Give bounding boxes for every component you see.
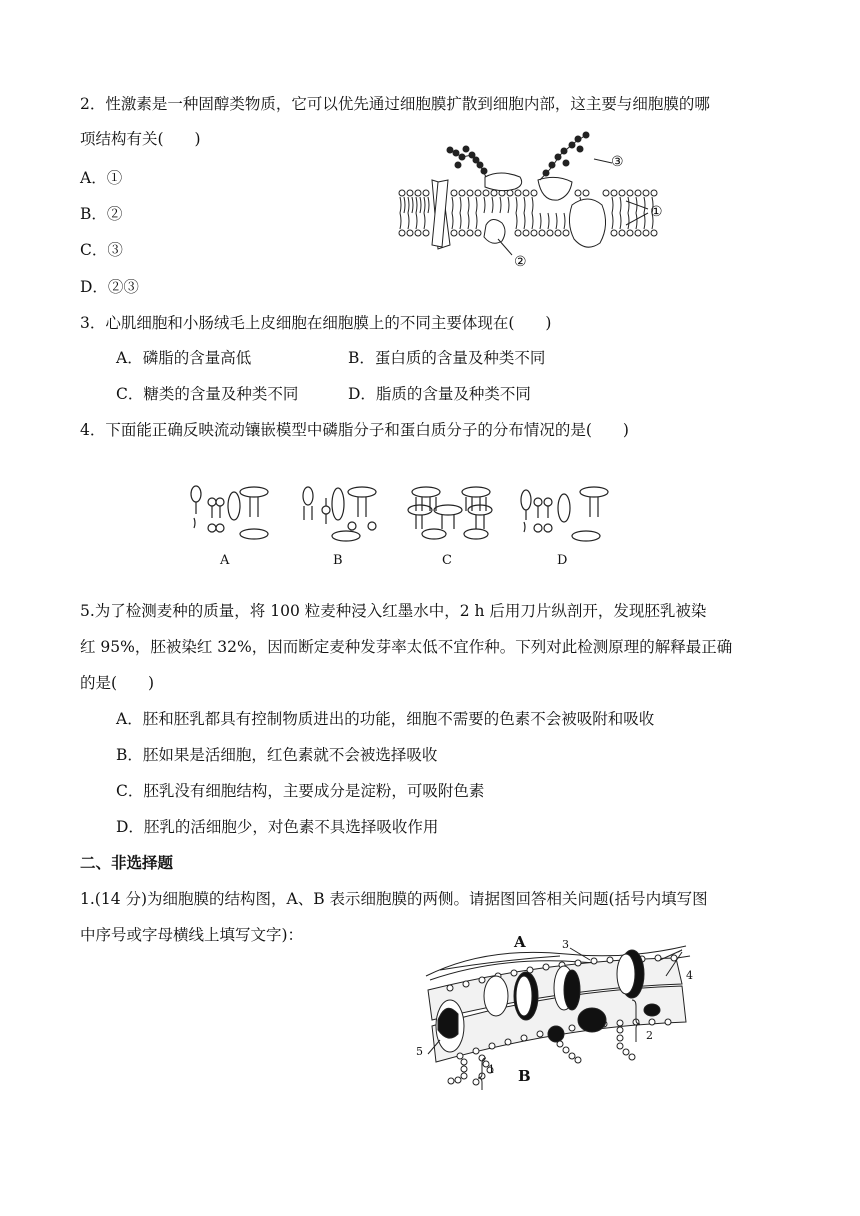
q2-fig-label-1: ① — [650, 204, 663, 220]
q5-stem-line2: 红 95%，胚被染红 32%，因而断定麦种发芽率太低不宜作种。下列对此检测原理的解释最正确 — [80, 638, 733, 656]
q3-option-d: D．脂质的含量及种类不同 — [348, 385, 531, 403]
q4-fig-label-d: D — [557, 553, 568, 568]
q4-fig-label-c: C — [442, 553, 452, 568]
sq1-fig-label-5: 5 — [416, 1045, 423, 1058]
q2-membrane-figure — [380, 125, 710, 275]
section-heading: 二、非选择题 — [80, 854, 174, 872]
q4-models-figure — [176, 480, 616, 550]
sq1-fig-label-3: 3 — [562, 938, 569, 951]
q5-stem-line3: 的是( ) — [80, 674, 155, 692]
sq1-fig-label-4: 4 — [686, 969, 693, 982]
q2-option-c: C．③ — [80, 241, 123, 259]
q5-option-d: D．胚乳的活细胞少，对色素不具选择吸收作用 — [116, 818, 439, 836]
q4-fig-label-b: B — [333, 553, 343, 568]
q5-option-c: C．胚乳没有细胞结构，主要成分是淀粉，可吸附色素 — [116, 782, 485, 800]
q3-stem: 3．心肌细胞和小肠绒毛上皮细胞在细胞膜上的不同主要体现在( ) — [80, 314, 552, 332]
q3-option-b: B．蛋白质的含量及种类不同 — [348, 349, 546, 367]
q2-option-d: D．②③ — [80, 278, 139, 296]
q5-option-a: A．胚和胚乳都具有控制物质进出的功能，细胞不需要的色素不会被吸附和吸收 — [116, 710, 655, 728]
q3-option-a: A．磷脂的含量高低 — [116, 349, 252, 367]
sq1-fig-label-b: B — [518, 1067, 531, 1085]
q2-option-b: B．② — [80, 205, 123, 223]
q5-stem-line1: 5.为了检测麦种的质量，将 100 粒麦种浸入红墨水中，2 h 后用刀片纵剖开，发现胚乳被染 — [80, 602, 707, 620]
sq1-fig-label-2: 2 — [646, 1029, 653, 1042]
sq1-fig-label-a: A — [514, 933, 526, 951]
q2-fig-label-3: ③ — [611, 154, 624, 170]
sq1-fig-label-1: 1 — [488, 1063, 495, 1076]
q3-option-c: C．糖类的含量及种类不同 — [116, 385, 299, 403]
q2-option-a: A．① — [80, 169, 123, 187]
sq1-stem-line1: 1.(14 分)为细胞膜的结构图，A、B 表示细胞膜的两侧。请据图回答相关问题(括号内填写图 — [80, 890, 708, 908]
q2-fig-label-2: ② — [514, 254, 527, 270]
q4-fig-label-a: A — [220, 553, 230, 568]
q4-stem: 4．下面能正确反映流动镶嵌模型中磷脂分子和蛋白质分子的分布情况的是( ) — [80, 421, 629, 439]
q2-stem-line2: 项结构有关( ) — [80, 130, 201, 148]
q2-stem-line1: 2．性激素是一种固醇类物质，它可以优先通过细胞膜扩散到细胞内部，这主要与细胞膜的哪 — [80, 95, 710, 113]
q5-option-b: B．胚如果是活细胞，红色素就不会被选择吸收 — [116, 746, 438, 764]
sq1-stem-line2: 中序号或字母横线上填写文字)： — [80, 926, 304, 944]
